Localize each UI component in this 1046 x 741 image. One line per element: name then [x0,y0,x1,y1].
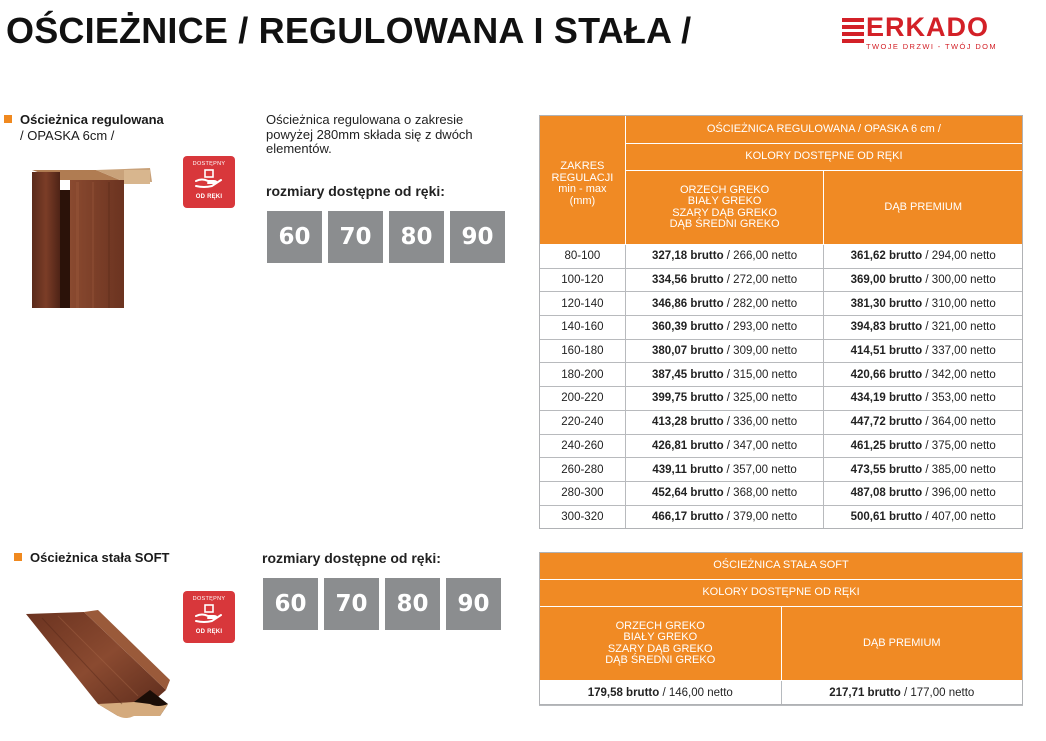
range-cell: 280-300 [540,481,626,505]
size-80: 80 [389,211,444,263]
fixed-frame-image [22,608,170,724]
size-80: 80 [385,578,440,630]
table-row [540,410,1023,434]
price-col1-cell: 334,56 brutto / 272,00 netto [625,268,824,292]
price-col1-cell: 439,11 brutto / 357,00 netto [625,458,824,482]
table-row [540,292,1023,316]
range-cell: 100-120 [540,268,626,292]
price-col1-cell: 413,28 brutto / 336,00 netto [625,410,824,434]
page-title: OŚCIEŻNICE / REGULOWANA I STAŁA / [6,10,692,51]
table1-colors-header: KOLORY DOSTĘPNE OD RĘKI [625,144,1022,171]
table-row [540,268,1023,292]
price-col1-cell: 360,39 brutto / 293,00 netto [625,316,824,340]
price-col2-cell: 420,66 brutto / 342,00 netto [824,363,1023,387]
size-90: 90 [446,578,501,630]
table-row [540,363,1023,387]
size-60: 60 [267,211,322,263]
logo-tagline: TWOJE DRZWI - TWÓJ DOM [866,42,998,51]
table-row [540,681,1023,706]
price-col1-cell: 346,86 brutto / 282,00 netto [625,292,824,316]
section1-description: Ościeżnica regulowana o zakresie powyżej 280mm składa się z dwóch elementów. [266,112,473,156]
price-col1-cell: 466,17 brutto / 379,00 netto [625,505,824,529]
badge-top-text: DOSTĘPNY [192,161,226,167]
price-col2-cell: 394,83 brutto / 321,00 netto [824,316,1023,340]
table-row [540,458,1023,482]
price-col1-cell: 327,18 brutto / 266,00 netto [625,245,824,269]
logo-bars-icon [842,18,864,46]
table-row [540,245,1023,269]
price-col2-cell: 361,62 brutto / 294,00 netto [824,245,1023,269]
table2-price-col2: 217,71 brutto / 177,00 netto [781,681,1023,706]
section2-label [14,550,169,566]
table1-col2-header: DĄB PREMIUM [824,171,1023,245]
table1-title: OŚCIEŻNICA REGULOWANA / OPASKA 6 cm / [625,116,1022,144]
table2-price-col1: 179,58 brutto / 146,00 netto [540,681,782,706]
available-badge [183,591,235,643]
orange-square-icon [14,553,22,561]
price-col1-cell: 380,07 brutto / 309,00 netto [625,339,824,363]
hand-box-icon [194,604,224,624]
price-col2-cell: 487,08 brutto / 396,00 netto [824,481,1023,505]
price-col1-cell: 426,81 brutto / 347,00 netto [625,434,824,458]
price-col2-cell: 461,25 brutto / 375,00 netto [824,434,1023,458]
hand-box-icon [194,169,224,189]
table-row [540,434,1023,458]
table1-body [540,245,1023,529]
table-row [540,316,1023,340]
price-col2-cell: 473,55 brutto / 385,00 netto [824,458,1023,482]
section1-sizes [267,211,505,263]
adjustable-frame-price-table [539,115,1023,529]
range-cell: 240-260 [540,434,626,458]
range-header: ZAKRES REGULACJI min - max (mm) [540,116,626,245]
price-col2-cell: 434,19 brutto / 353,00 netto [824,387,1023,411]
price-col1-cell: 452,64 brutto / 368,00 netto [625,481,824,505]
size-70: 70 [328,211,383,263]
logo-name: ERKADO [866,12,990,42]
erkado-logo [842,14,1022,50]
adjustable-frame-image [22,160,158,308]
table-row [540,481,1023,505]
range-cell: 120-140 [540,292,626,316]
range-cell: 220-240 [540,410,626,434]
range-cell: 180-200 [540,363,626,387]
table-row [540,505,1023,529]
section1-sizes-label: rozmiary dostępne od ręki: [266,183,445,199]
section1-name: Ościeżnica regulowana [20,112,164,127]
section2-name: Ościeżnica stała SOFT [30,550,170,565]
range-cell: 260-280 [540,458,626,482]
table1-col1-header: ORZECH GREKO BIAŁY GREKO SZARY DĄB GREKO DĄB ŚREDNI GREKO [625,171,824,245]
section2-sizes-label: rozmiary dostępne od ręki: [262,550,441,566]
table2-col1-header: ORZECH GREKO BIAŁY GREKO SZARY DĄB GREKO DĄB ŚREDNI GREKO [540,607,782,681]
orange-square-icon [4,115,12,123]
range-cell: 80-100 [540,245,626,269]
available-badge [183,156,235,208]
section2-sizes [263,578,501,630]
table-row [540,387,1023,411]
size-60: 60 [263,578,318,630]
badge-bottom-text: OD RĘKI [195,194,223,200]
badge-top-text: DOSTĘPNY [192,596,226,602]
price-col2-cell: 381,30 brutto / 310,00 netto [824,292,1023,316]
price-col2-cell: 447,72 brutto / 364,00 netto [824,410,1023,434]
size-90: 90 [450,211,505,263]
badge-bottom-text: OD RĘKI [195,629,223,635]
price-col2-cell: 369,00 brutto / 300,00 netto [824,268,1023,292]
price-col1-cell: 387,45 brutto / 315,00 netto [625,363,824,387]
section1-subname: / OPASKA 6cm / [20,128,115,143]
range-cell: 140-160 [540,316,626,340]
table2-colors-header: KOLORY DOSTĘPNE OD RĘKI [540,580,1023,607]
table-row [540,339,1023,363]
size-70: 70 [324,578,379,630]
price-col2-cell: 500,61 brutto / 407,00 netto [824,505,1023,529]
section1-label [4,112,164,144]
table2-title: OŚCIEŻNICA STAŁA SOFT [540,553,1023,580]
price-col1-cell: 399,75 brutto / 325,00 netto [625,387,824,411]
price-col2-cell: 414,51 brutto / 337,00 netto [824,339,1023,363]
fixed-frame-price-table [539,552,1023,706]
range-cell: 160-180 [540,339,626,363]
range-cell: 300-320 [540,505,626,529]
table2-col2-header: DĄB PREMIUM [781,607,1023,681]
range-cell: 200-220 [540,387,626,411]
